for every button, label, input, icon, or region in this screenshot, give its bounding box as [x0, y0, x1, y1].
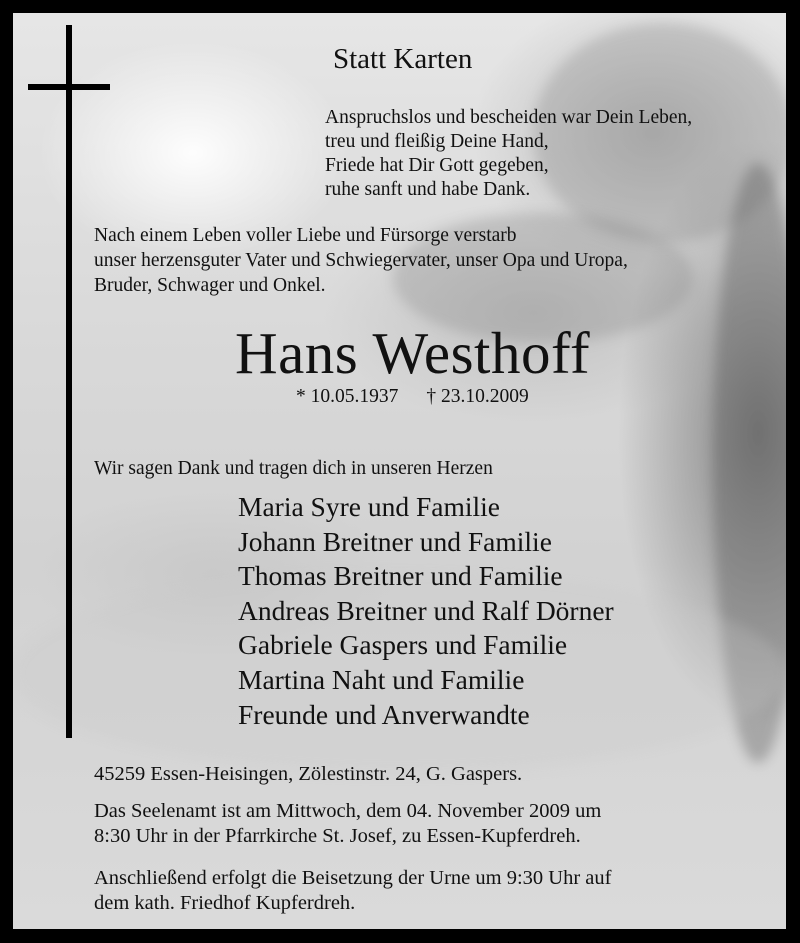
heading-statt-karten: Statt Karten: [333, 43, 473, 75]
cross-icon-vertical: [66, 25, 72, 738]
death-date: † 23.10.2009: [426, 386, 529, 407]
poem-line: ruhe sanft und habe Dank.: [325, 179, 531, 200]
intro-line: Bruder, Schwager und Onkel.: [94, 275, 326, 296]
birth-date: * 10.05.1937: [296, 386, 399, 407]
cross-icon-horizontal: [28, 84, 110, 90]
poem-line: Anspruchslos und bescheiden war Dein Leben,: [325, 107, 693, 128]
intro-text: [94, 223, 628, 298]
service-line: 8:30 Uhr in der Pfarrkirche St. Josef, zu Essen-Kupferdreh.: [94, 825, 581, 847]
address-line: 45259 Essen-Heisingen, Zölestinstr. 24, G. Gaspers.: [94, 763, 523, 785]
mourner-item: Maria Syre und Familie: [238, 491, 500, 522]
mourner-item: Thomas Breitner und Familie: [238, 560, 563, 592]
mourner-item: Martina Naht und Familie: [238, 663, 525, 695]
mourners-list: [238, 490, 614, 732]
mourner-item: Andreas Breitner und Ralf Dörner: [238, 594, 614, 626]
thanks-line: Wir sagen Dank und tragen dich in unseren Herzen: [94, 458, 493, 479]
burial-line: Anschließend erfolgt die Beisetzung der Urne um 9:30 Uhr auf: [94, 867, 612, 889]
mourner-item: Johann Breitner und Familie: [238, 525, 552, 557]
service-line: Das Seelenamt ist am Mittwoch, dem 04. November 2009 um: [94, 800, 602, 822]
burial-line: dem kath. Friedhof Kupferdreh.: [94, 892, 356, 914]
life-dates: [296, 386, 529, 408]
service-info: [94, 799, 601, 849]
obituary-card: [13, 13, 786, 929]
poem-line: treu und fleißig Deine Hand,: [325, 131, 549, 152]
intro-line: Nach einem Leben voller Liebe und Fürsorge verstarb: [94, 225, 517, 246]
deceased-name: Hans Westhoff: [235, 320, 591, 386]
intro-line: unser herzensguter Vater und Schwiegervater, unser Opa und Uropa,: [94, 250, 628, 271]
burial-info: [94, 866, 611, 916]
poem: [325, 106, 692, 202]
poem-line: Friede hat Dir Gott gegeben,: [325, 155, 549, 176]
mourner-item: Gabriele Gaspers und Familie: [238, 629, 568, 661]
mourner-item: Freunde und Anverwandte: [238, 698, 530, 730]
